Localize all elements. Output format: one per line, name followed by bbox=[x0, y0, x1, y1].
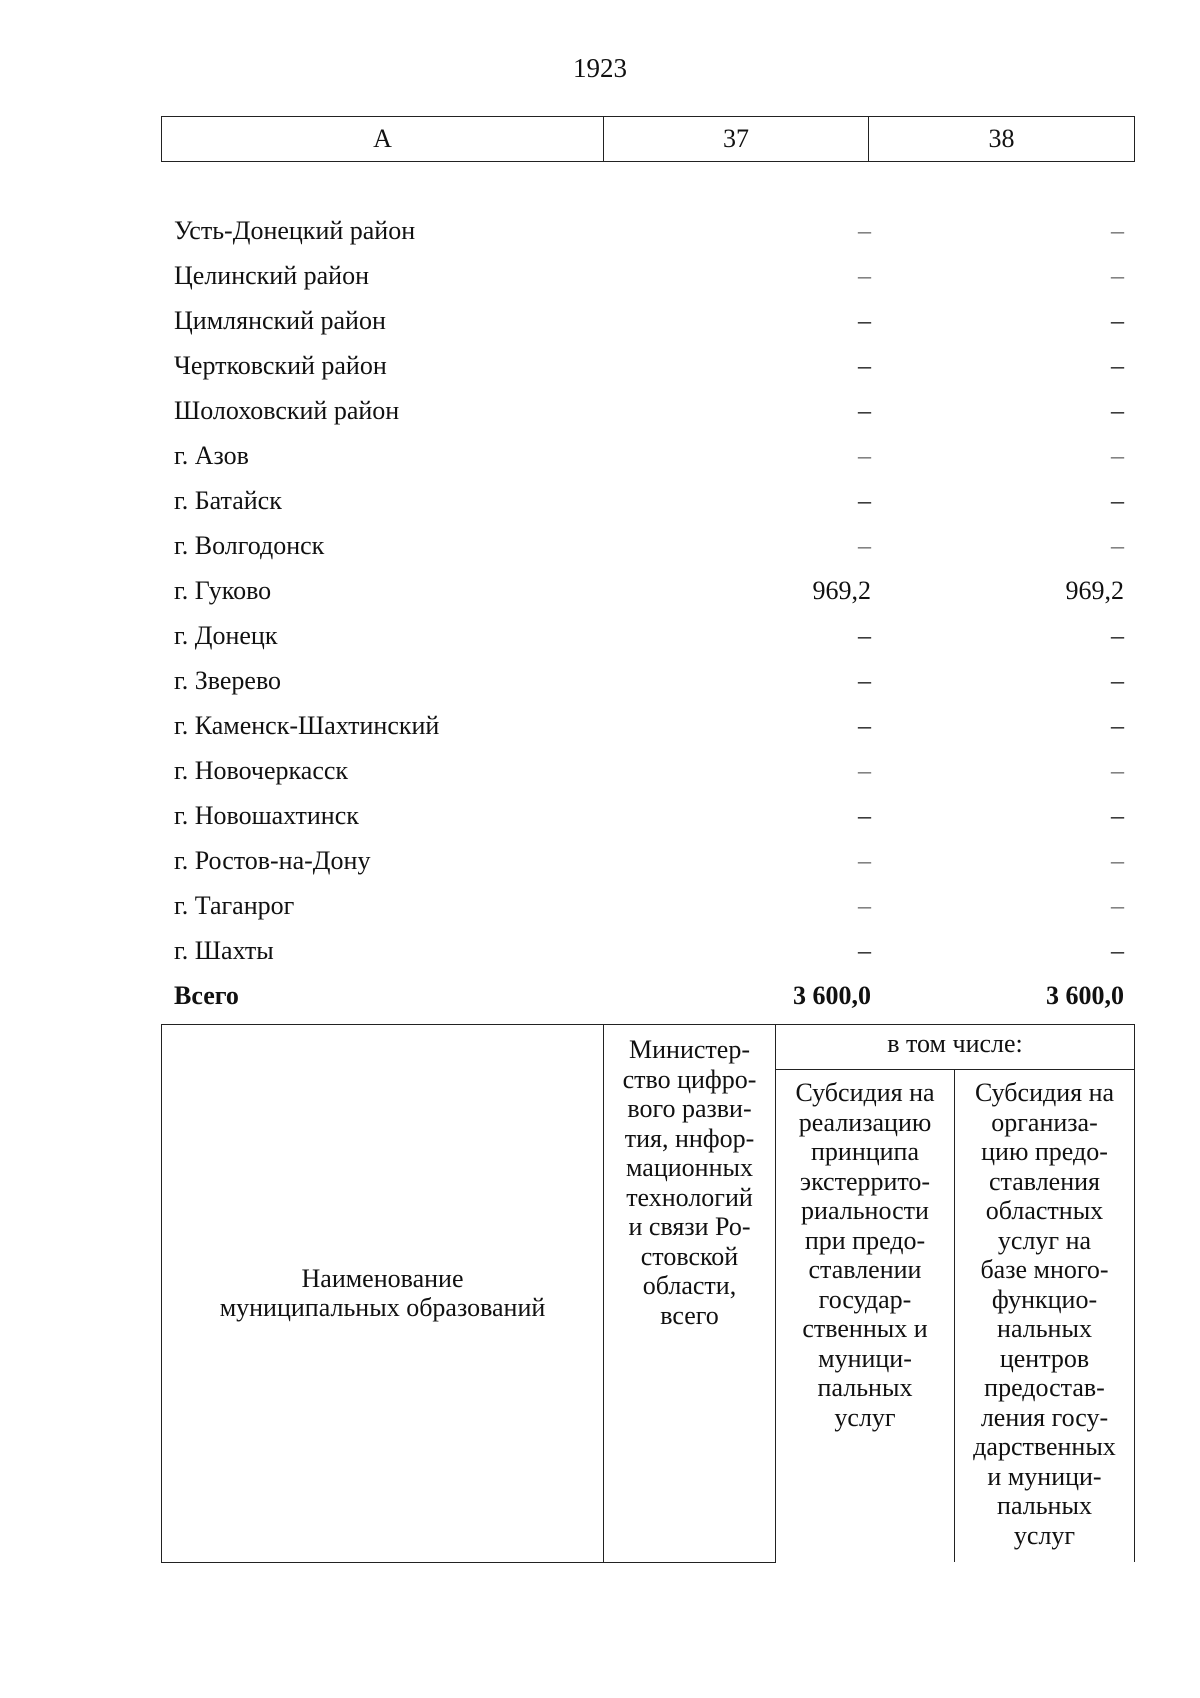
continuation-header-table bbox=[161, 1024, 1135, 1563]
row-value-col37: 969,2 bbox=[812, 576, 871, 605]
row-value-col37: – bbox=[858, 666, 871, 695]
row-value-col38: – bbox=[1111, 936, 1124, 965]
row-value-col37: – bbox=[858, 486, 871, 515]
table-row bbox=[161, 253, 1134, 298]
row-value-col38: – bbox=[1111, 621, 1124, 650]
row-name: г. Донецк bbox=[174, 621, 278, 650]
row-value-col38: – bbox=[1111, 711, 1124, 740]
row-value-col37: – bbox=[858, 756, 871, 785]
table-row bbox=[161, 343, 1134, 388]
row-name: г. Гуково bbox=[174, 576, 272, 605]
page-number: 1923 bbox=[573, 53, 627, 83]
row-name: г. Азов bbox=[174, 441, 249, 470]
table-row bbox=[161, 478, 1134, 523]
row-value-col38: – bbox=[1111, 891, 1124, 920]
table-row bbox=[161, 703, 1134, 748]
row-name: г. Шахты bbox=[174, 936, 274, 965]
table-row bbox=[161, 388, 1134, 433]
row-name: Цимлянский район bbox=[174, 306, 386, 335]
table-row bbox=[161, 523, 1134, 568]
row-value-col37: – bbox=[858, 306, 871, 335]
total-row bbox=[161, 973, 1134, 1018]
row-value-col38: – bbox=[1111, 531, 1124, 560]
row-name: г. Волгодонск bbox=[174, 531, 325, 560]
header-col-a: А bbox=[162, 117, 604, 162]
row-value-col37: – bbox=[858, 846, 871, 875]
header-ministry-total bbox=[604, 1025, 776, 1563]
row-name: г. Таганрог bbox=[174, 891, 295, 920]
table-row bbox=[161, 883, 1134, 928]
row-value-col38: – bbox=[1111, 666, 1124, 695]
row-value-col37: 3 600,0 bbox=[793, 981, 871, 1010]
row-value-col37: – bbox=[858, 351, 871, 380]
row-value-col37: – bbox=[858, 216, 871, 245]
row-name: г. Каменск-Шахтинский bbox=[174, 711, 440, 740]
row-value-col38: – bbox=[1111, 801, 1124, 830]
row-value-col37: – bbox=[858, 621, 871, 650]
header-in-total: в том числе: bbox=[776, 1025, 1135, 1070]
row-name: г. Новочеркасск bbox=[174, 756, 349, 785]
row-value-col38: – bbox=[1111, 396, 1124, 425]
municipality-rows bbox=[161, 208, 1134, 1018]
row-name: Чертковский район bbox=[174, 351, 387, 380]
row-value-col37: – bbox=[858, 441, 871, 470]
row-value-col38: – bbox=[1111, 846, 1124, 875]
table-row bbox=[161, 928, 1134, 973]
table-row bbox=[161, 433, 1134, 478]
table-row bbox=[161, 208, 1134, 253]
header-municipality-name bbox=[162, 1025, 604, 1563]
row-value-col38: 3 600,0 bbox=[1046, 981, 1124, 1010]
table-row bbox=[161, 568, 1134, 613]
table-row bbox=[161, 613, 1134, 658]
table-row bbox=[161, 838, 1134, 883]
header-ministry-total-text: Министер- ство цифро- вого разви- тия, ннфор- мационных технологий и связи Ро- стовской области, всего bbox=[622, 1035, 757, 1330]
row-value-col37: – bbox=[858, 531, 871, 560]
row-value-col37: – bbox=[858, 711, 871, 740]
row-value-col38: 969,2 bbox=[1065, 576, 1124, 605]
row-name: Целинский район bbox=[174, 261, 369, 290]
row-value-col38: – bbox=[1111, 216, 1124, 245]
header-col-38: 38 bbox=[869, 117, 1135, 162]
row-value-col38: – bbox=[1111, 261, 1124, 290]
row-value-col37: – bbox=[858, 396, 871, 425]
header-municipality-name-text: Наименование муниципальных образований bbox=[219, 1263, 546, 1323]
row-value-col37: – bbox=[858, 801, 871, 830]
row-value-col37: – bbox=[858, 261, 871, 290]
row-value-col38: – bbox=[1111, 351, 1124, 380]
row-value-col38: – bbox=[1111, 756, 1124, 785]
header-col-37: 37 bbox=[604, 117, 869, 162]
row-name: Всего bbox=[174, 981, 239, 1010]
header-subsidy-extraterritoriality-text: Субсидия на реализацию принципа экстеррито- риальности при предо- ставлении государ- ственных и муници- пальных услуг bbox=[795, 1078, 935, 1432]
row-name: г. Новошахтинск bbox=[174, 801, 359, 830]
table-row bbox=[161, 748, 1134, 793]
row-value-col38: – bbox=[1111, 441, 1124, 470]
table-row bbox=[161, 298, 1134, 343]
row-name: Шолоховский район bbox=[174, 396, 400, 425]
header-subsidy-mfc bbox=[955, 1070, 1135, 1563]
row-name: г. Ростов-на-Дону bbox=[174, 846, 371, 875]
row-value-col37: – bbox=[858, 891, 871, 920]
row-name: г. Батайск bbox=[174, 486, 282, 515]
table-row bbox=[161, 658, 1134, 703]
row-name: Усть-Донецкий район bbox=[174, 216, 416, 245]
row-value-col37: – bbox=[858, 936, 871, 965]
row-value-col38: – bbox=[1111, 306, 1124, 335]
row-value-col38: – bbox=[1111, 486, 1124, 515]
header-subsidy-extraterritoriality bbox=[776, 1070, 955, 1563]
header-subsidy-mfc-text: Субсидия на организа- цию предо- ставления областных услуг на базе много- функцио- нальных центров предостав- ления госу- дарственных и муници- пальных услуг bbox=[973, 1078, 1116, 1550]
row-name: г. Зверево bbox=[174, 666, 282, 695]
column-number-header bbox=[161, 116, 1135, 162]
table-row bbox=[161, 793, 1134, 838]
